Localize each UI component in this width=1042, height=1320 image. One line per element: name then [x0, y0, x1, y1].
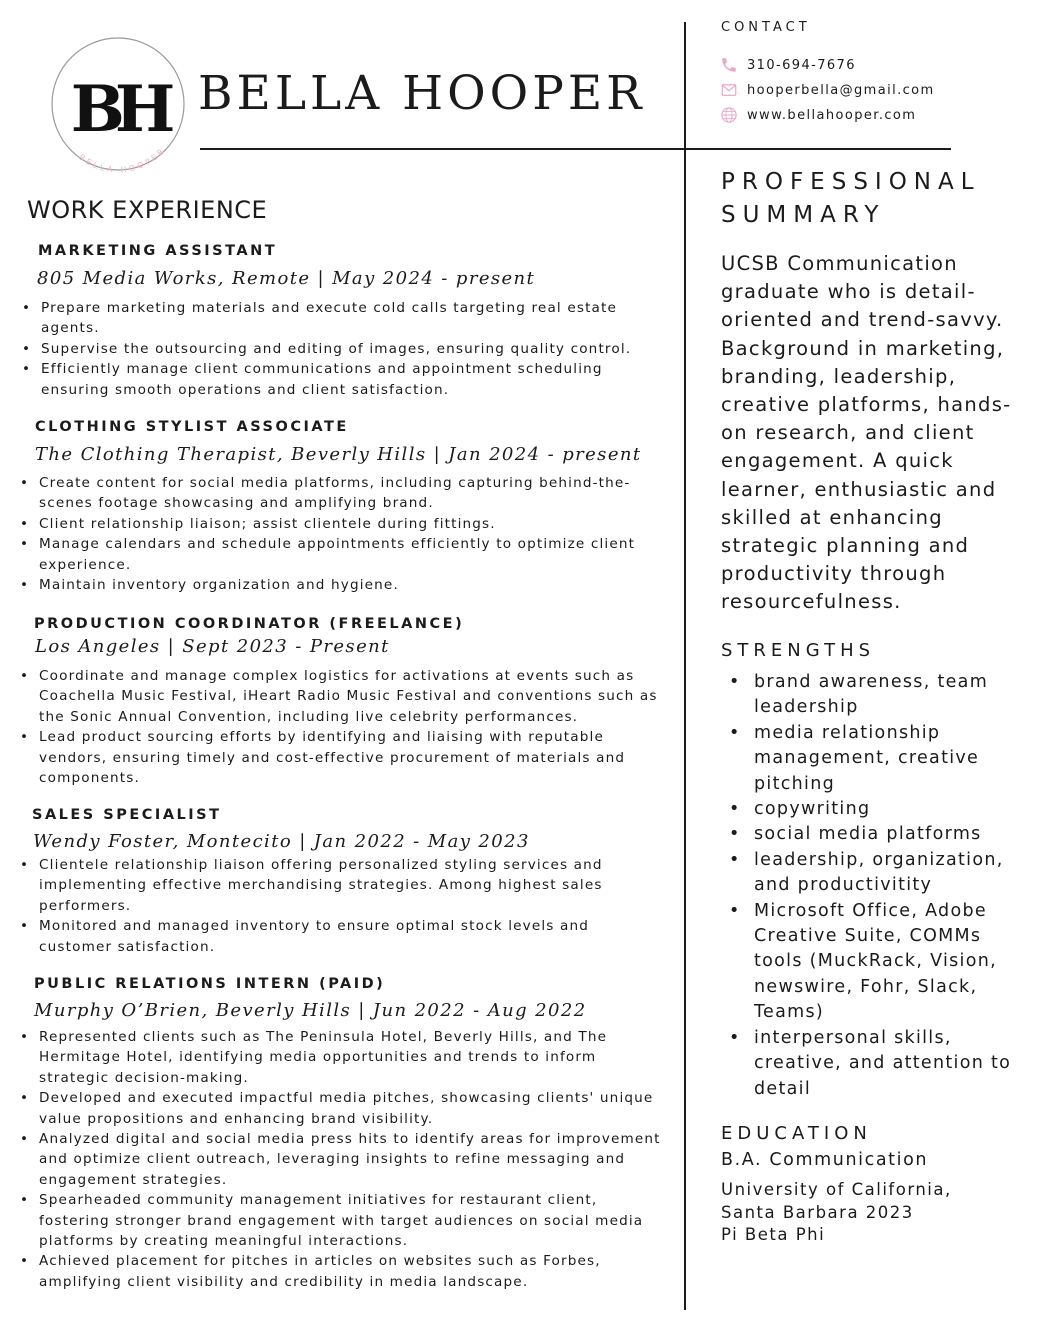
strength-item: • media relationship management, creative pitching — [725, 721, 1025, 797]
summary-text: UCSB Communication graduate who is detail-oriented and trend-savvy. Background in marketing, branding, leadership, creative platforms, hands-on research, and client engagement. A quick learner, enthusiastic and skilled at enhancing strategic planning and productivity through resourcefulness. — [721, 252, 1012, 614]
job-bullet: • Maintain inventory organization and hygiene. — [20, 575, 665, 595]
job-meta: Murphy O’Brien, Beverly Hills | Jun 2022 - Aug 2022 — [34, 1000, 587, 1021]
job-bullet: • Achieved placement for pitches in articles on websites such as Forbes, amplifying client visibility and credibility in media landscape. — [20, 1251, 665, 1292]
phone-text: 310-694-7676 — [747, 57, 856, 73]
job-entry-production-coordinator — [20, 614, 665, 788]
vertical-divider — [684, 22, 686, 1310]
contact-heading: CONTACT — [721, 20, 811, 35]
job-meta: Los Angeles | Sept 2023 - Present — [35, 636, 390, 657]
job-meta: The Clothing Therapist, Beverly Hills | Jan 2024 - present — [35, 444, 642, 465]
website-text: www.bellahooper.com — [747, 107, 917, 123]
contact-website[interactable] — [720, 104, 916, 126]
strength-item: • copywriting — [725, 797, 1025, 822]
job-bullet: • Client relationship liaison; assist clientele during fittings. — [20, 514, 665, 534]
job-entry-sales-specialist — [20, 805, 665, 957]
job-bullet: • Prepare marketing materials and execute cold calls targeting real estate agents. — [22, 298, 662, 339]
contact-phone[interactable] — [720, 54, 856, 76]
job-bullet: • Represented clients such as The Peninsula Hotel, Beverly Hills, and The Hermitage Hotel, identifying media opportunities and trends to inform strategic decision-making. — [20, 1027, 665, 1088]
job-title: PRODUCTION COORDINATOR (FREELANCE) — [34, 616, 465, 632]
job-meta: 805 Media Works, Remote | May 2024 - present — [37, 268, 536, 289]
globe-icon — [720, 106, 738, 124]
strength-item: • Microsoft Office, Adobe Creative Suite, COMMs tools (MuckRack, Vision, newswire, Fohr, Slack, Teams) — [725, 899, 1025, 1026]
job-bullet: • Spearheaded community management initiatives for restaurant client, fostering stronger brand engagement with target audiences on social media platforms by creating meaningful interactions. — [20, 1190, 665, 1251]
job-bullet: • Create content for social media platforms, including capturing behind-the-scenes footage showcasing and amplifying brand. — [20, 473, 665, 514]
job-entry-public-relations-intern — [20, 974, 665, 1292]
summary-heading-line2: SUMMARY — [721, 202, 886, 228]
job-bullets — [20, 855, 665, 957]
job-title: MARKETING ASSISTANT — [38, 243, 278, 259]
phone-icon — [720, 56, 738, 74]
education-degree: B.A. Communication — [721, 1150, 929, 1170]
candidate-name: BELLA HOOPER — [198, 66, 646, 121]
job-bullet: • Efficiently manage client communications and appointment scheduling ensuring smooth operations and client satisfaction. — [22, 359, 662, 400]
education-school — [721, 1179, 952, 1247]
strength-item: • social media platforms — [725, 822, 1025, 847]
mail-icon — [720, 81, 738, 99]
job-title: SALES SPECIALIST — [32, 807, 222, 823]
strengths-heading: STRENGTHS — [721, 640, 876, 661]
job-meta: Wendy Foster, Montecito | Jan 2022 - May 2023 — [33, 831, 530, 852]
education-heading: EDUCATION — [721, 1123, 872, 1144]
logo — [44, 36, 192, 184]
job-entry-marketing-assistant — [22, 241, 667, 400]
job-bullet: • Supervise the outsourcing and editing of images, ensuring quality control. — [22, 339, 662, 359]
education-school-line2: Santa Barbara 2023 — [721, 1202, 914, 1222]
job-bullets — [20, 666, 665, 788]
email-text: hooperbella@gmail.com — [747, 82, 935, 98]
contact-email[interactable] — [720, 79, 935, 101]
summary-heading-line1: PROFESSIONAL — [721, 169, 981, 195]
job-bullets — [20, 473, 665, 595]
work-experience-heading: WORK EXPERIENCE — [27, 196, 268, 224]
logo-ring-text — [77, 145, 168, 174]
strength-item: • brand awareness, team leadership — [725, 670, 1025, 721]
job-bullet: • Manage calendars and schedule appointments efficiently to optimize client experience. — [20, 534, 665, 575]
job-bullet: • Lead product sourcing efforts by identifying and liaising with reputable vendors, ensuring timely and cost-effective procurement of materials and components. — [20, 727, 665, 788]
horizontal-divider — [200, 148, 951, 150]
summary-heading — [721, 166, 1031, 232]
strength-item: • leadership, organization, and productivitity — [725, 848, 1025, 899]
strengths-list — [725, 670, 1025, 1102]
job-bullets — [20, 1027, 665, 1292]
job-bullets — [22, 298, 662, 400]
logo-monogram: BH — [70, 72, 166, 147]
job-bullet: • Clientele relationship liaison offering personalized styling services and implementing effective merchandising strategies. Among highest sales performers. — [20, 855, 665, 916]
strength-item: • interpersonal skills, creative, and attention to detail — [725, 1026, 1025, 1102]
job-entry-clothing-stylist — [20, 417, 665, 595]
education-school-line1: University of California, — [721, 1180, 952, 1199]
job-bullet: • Monitored and managed inventory to ensure optimal stock levels and customer satisfaction. — [20, 916, 665, 957]
job-bullet: • Analyzed digital and social media press hits to identify areas for improvement and optimize client outreach, leveraging insights to refine messaging and engagement strategies. — [20, 1129, 665, 1190]
job-bullet: • Coordinate and manage complex logistics for activations at events such as Coachella Music Festival, iHeart Radio Music Festival and conventions such as the Sonic Annual Convention, including live celebrity performances. — [20, 666, 665, 727]
job-title: CLOTHING STYLIST ASSOCIATE — [35, 419, 349, 435]
job-bullet: • Developed and executed impactful media pitches, showcasing clients' unique value propositions and enhancing brand visibility. — [20, 1088, 665, 1129]
logo-ring-textpath: BELLA HOOPER — [77, 145, 168, 175]
job-title: PUBLIC RELATIONS INTERN (PAID) — [34, 976, 386, 992]
education-school-line3: Pi Beta Phi — [721, 1225, 826, 1244]
